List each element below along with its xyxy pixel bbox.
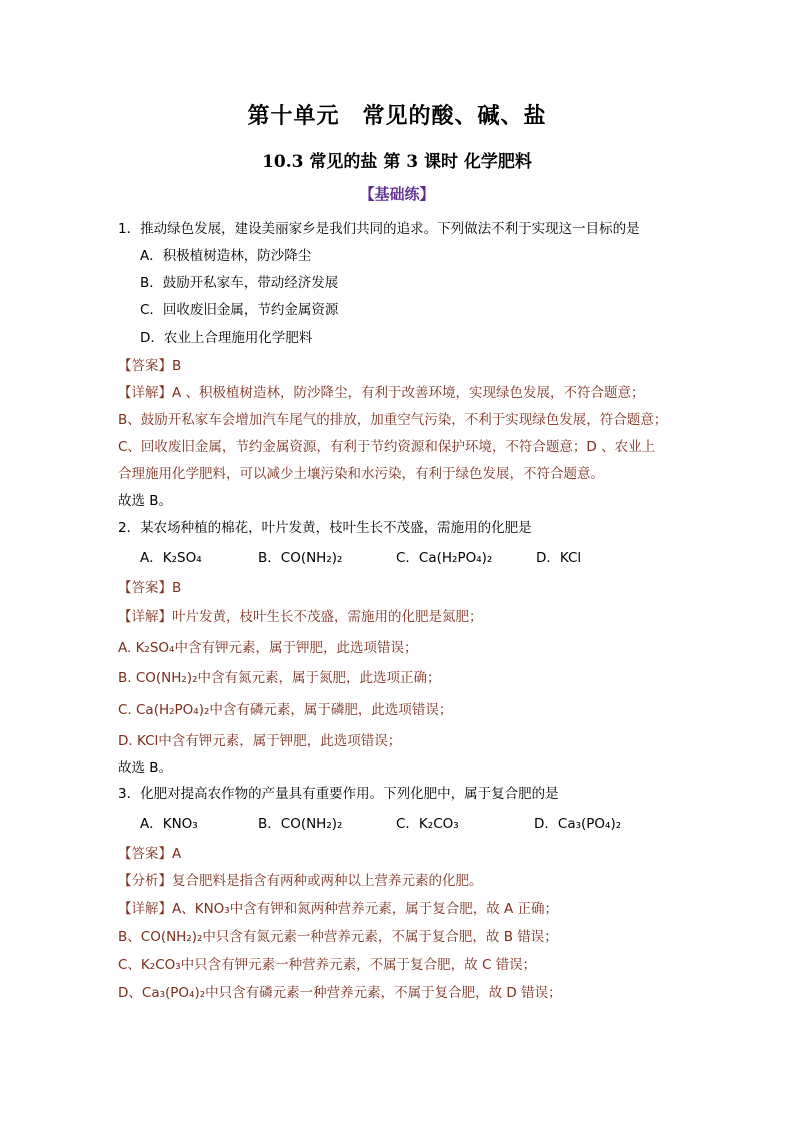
analysis-text: 复合肥料是指含有两种或两种以上营养元素的化肥。 xyxy=(172,873,483,889)
q1-detail-4: 合理施用化学肥料，可以减少土壤污染和水污染，有利于绿色发展，不符合题意。 xyxy=(118,466,604,482)
q1-stem: 1．推动绿色发展，建设美丽家乡是我们共同的追求。下列做法不利于实现这一目标的是 xyxy=(118,221,640,237)
answer-label: 【答案】 xyxy=(118,580,172,596)
q2-option-c: C．Ca(H₂PO₄)₂ xyxy=(396,550,493,566)
q3-analysis xyxy=(118,871,483,891)
q1-detail-2: B、鼓励开私家车会增加汽车尾气的排放，加重空气污染，不利于实现绿色发展，符合题意； xyxy=(118,412,668,428)
q1-option-b: B．鼓励开私家车，带动经济发展 xyxy=(140,275,339,291)
q3-option-a: A．KNO₃ xyxy=(140,816,198,832)
q2-stem: 2．某农场种植的棉花，叶片发黄，枝叶生长不茂盛，需施用的化肥是 xyxy=(118,520,532,536)
answer-label: 【答案】 xyxy=(118,846,172,862)
detail-text: A 、积极植树造林，防沙降尘，有利于改善环境，实现绿色发展，不符合题意； xyxy=(172,385,645,401)
q2-options xyxy=(140,548,581,568)
q2-option-d: D．KCl xyxy=(536,550,582,566)
q3-detail-c: C、K₂CO₃中只含有钾元素一种营养元素，不属于复合肥，故 C 错误； xyxy=(118,957,537,973)
q2-conclusion: 故选 B。 xyxy=(118,760,173,776)
detail-label: 【详解】 xyxy=(118,901,172,917)
q3-answer xyxy=(118,844,181,864)
detail-text: 叶片发黄，枝叶生长不茂盛，需施用的化肥是氮肥； xyxy=(172,609,483,625)
analysis-label: 【分析】 xyxy=(118,873,172,889)
lesson-title: 10.3 常见的盐 第 3 课时 化学肥料 xyxy=(262,152,532,172)
q1-option-a: A．积极植树造林，防沙降尘 xyxy=(140,248,312,264)
detail-label: 【详解】 xyxy=(118,609,172,625)
q1-option-d: D．农业上合理施用化学肥料 xyxy=(140,330,313,346)
answer-value: B xyxy=(172,580,182,596)
q2-option-a: A．K₂SO₄ xyxy=(140,550,202,566)
q3-detail-a xyxy=(118,899,558,919)
section-tag: 【基础练】 xyxy=(359,185,435,203)
q2-detail-intro xyxy=(118,607,483,627)
q1-answer xyxy=(118,356,181,376)
q1-detail-1 xyxy=(118,383,645,403)
q3-option-d: D．Ca₃(PO₄)₂ xyxy=(534,816,622,832)
q1-conclusion: 故选 B。 xyxy=(118,493,173,509)
q3-stem: 3．化肥对提高农作物的产量具有重要作用。下列化肥中，属于复合肥的是 xyxy=(118,786,559,802)
q1-detail-3: C、回收废旧金属，节约金属资源，有利于节约资源和保护环境，不符合题意；D 、农业上 xyxy=(118,439,656,455)
q3-detail-d: D、Ca₃(PO₄)₂中只含有磷元素一种营养元素，不属于复合肥，故 D 错误； xyxy=(118,985,562,1001)
q3-detail-b: B、CO(NH₂)₂中只含有氮元素一种营养元素，不属于复合肥，故 B 错误； xyxy=(118,929,558,945)
q2-detail-a: A. K₂SO₄中含有钾元素，属于钾肥，此选项错误； xyxy=(118,640,418,656)
q2-detail-c: C. Ca(H₂PO₄)₂中含有磷元素，属于磷肥，此选项错误； xyxy=(118,702,453,718)
answer-value: B xyxy=(172,358,182,374)
q2-detail-b: B. CO(NH₂)₂中含有氮元素，属于氮肥，此选项正确； xyxy=(118,670,441,686)
q2-detail-d: D. KCl中含有钾元素，属于钾肥，此选项错误； xyxy=(118,733,402,749)
q3-option-b: B．CO(NH₂)₂ xyxy=(258,816,343,832)
answer-value: A xyxy=(172,846,182,862)
q3-option-c: C．K₂CO₃ xyxy=(396,816,459,832)
detail-text: A、KNO₃中含有钾和氮两种营养元素，属于复合肥，故 A 正确； xyxy=(172,901,559,917)
q2-answer xyxy=(118,578,181,598)
q2-option-b: B．CO(NH₂)₂ xyxy=(258,550,343,566)
q1-option-c: C．回收废旧金属，节约金属资源 xyxy=(140,302,339,318)
answer-label: 【答案】 xyxy=(118,358,172,374)
q3-options xyxy=(140,814,621,834)
detail-label: 【详解】 xyxy=(118,385,172,401)
unit-title: 第十单元 常见的酸、碱、盐 xyxy=(247,104,547,129)
